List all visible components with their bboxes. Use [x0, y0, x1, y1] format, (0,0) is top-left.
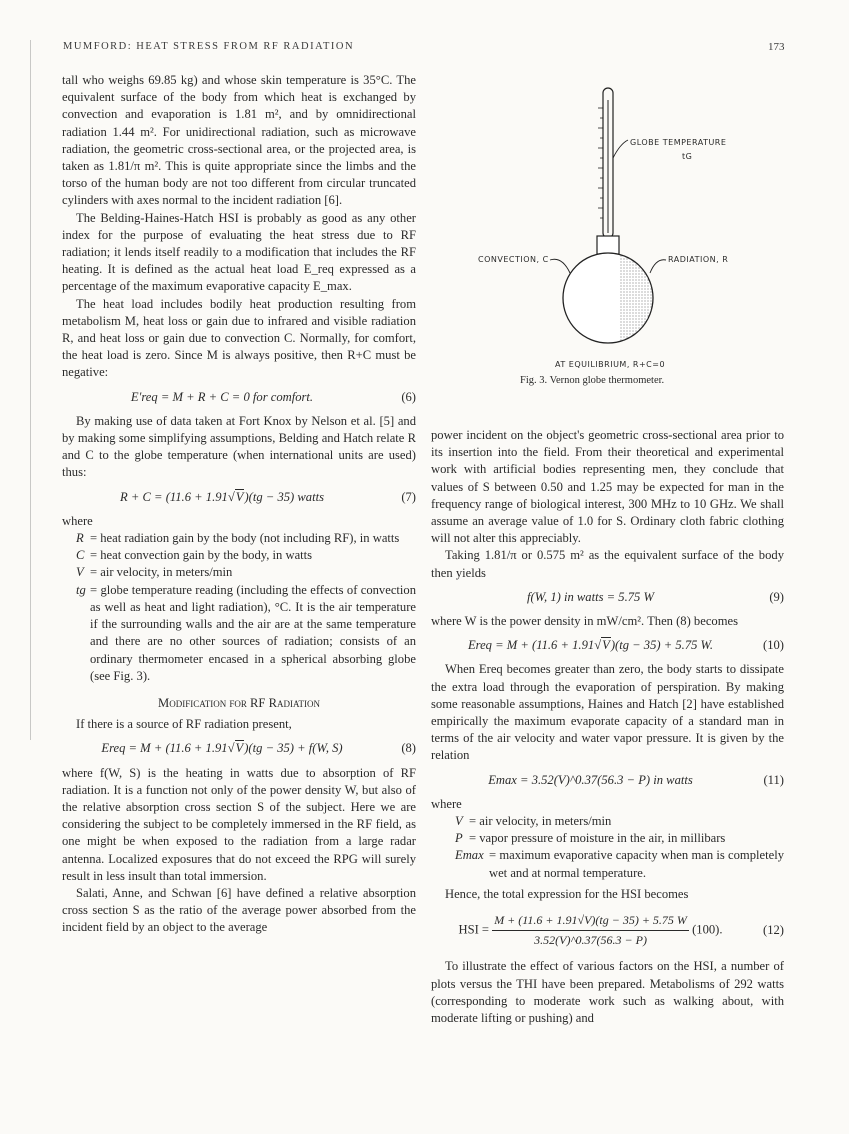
equation-6: E′req = M + R + C = 0 for comfort. (6) [130, 389, 416, 404]
label-globe-temperature: GLOBE TEMPERATURE [630, 138, 727, 147]
globe-shading [620, 253, 660, 343]
paragraph: where f(W, S) is the heating in watts due to absorption of RF radiation. It is a function not only of the power density W, but also of the relative absorption cross section S of the subject. Here we are considering the subject to be completely immersed in the RF field, as one might be when exposed to the radiation from a large radar antenna. Localized exposures that do not exceed the RPG will surely result in less insult than total immersion. [62, 765, 416, 883]
equation-12: HSI = $\frac{M + (11.6 + 1.91√V)(tg - 35) + 5.75 W}{3.52(V)\^{}0.37(56.3 - P)}$ (100). (12) [458, 913, 784, 948]
paragraph: where W is the power density in mW/cm². Then (8) becomes [431, 614, 738, 629]
left-column [62, 72, 416, 937]
label-tg: tG [682, 152, 693, 161]
page-number: 173 [768, 41, 785, 53]
definition-symbol: Emax [455, 848, 484, 863]
definition-item [455, 830, 784, 847]
paragraph: tall who weighs 69.85 kg) and whose skin temperature is 35°C. The equivalent surface of the body from which heat is exchanged by convection and evaporation is 1.81 m², and by omnidirectional radiation 1.44 m². For unidirectional radiation, such as microwave radiation, the geometric cross-sectional area, or the projected area, is taken as 1.81/π m². This is quite appropriate since the limbs and the torso of the human body are not too different from circular truncated cylinders with axes normal to the incident radiation [6]. [62, 73, 416, 208]
definition-item [76, 582, 416, 685]
paragraph: The heat load includes bodily heat production resulting from metabolism M, heat loss or gain due to infrared and visible radiation R, and heat loss or gain due to convection C. Normally, for comfort, the heat load is zero. Since M is always positive, then R+C must be negative: [62, 296, 416, 380]
globe-thermometer-diagram [470, 78, 770, 378]
thermometer-scale [598, 108, 603, 218]
definition-text: = heat convection gain by the body, in watts [90, 548, 313, 563]
equation-7: R + C = (11.6 + 1.91√V)(tg − 35) watts (7) [120, 489, 416, 504]
definition-text: = air velocity, in meters/min [469, 814, 612, 829]
paragraph: When Ereq becomes greater than zero, the body starts to dissipate the extra load through the evaporation of perspiration. By making some reasonable assumptions, Haines and Hatch [2] have established empirically the maximum evaporate capacity of a standard man in terms of the air velocity and water vapor pressure. It is given by the relation [431, 662, 784, 763]
definition-list [455, 813, 784, 882]
definition-symbol: C [76, 548, 85, 563]
definition-text: = vapor pressure of moisture in the air, in millibars [469, 831, 726, 846]
definition-item [76, 530, 416, 547]
definition-symbol: P [455, 831, 463, 846]
equation-10: Ereq = M + (11.6 + 1.91√V)(tg − 35) + 5.75 W. (10) [467, 638, 784, 653]
definition-item [455, 847, 784, 881]
paragraph: power incident on the object's geometric cross-sectional area prior to its insertion into the field. From their theoretical and experimental work with artificial bodies representing men, they conclude that values of S between 0.50 and 1.25 may be expected for man in the frequency range of biological interest, 300 MHz to 10 GHz. We shall assume an average value of 1.0 for S. Ordinary cloth fabric clothing will not alter this appreciably. [431, 428, 784, 546]
globe-stopper [597, 236, 619, 254]
paragraph: By making use of data taken at Fort Knox by Nelson et al. [5] and by making some simplifying assumptions, Belding and Hatch relate R and C to the globe temperature (when international units are used) thus: [62, 413, 416, 480]
section-heading: Modification for RF Radiation [158, 695, 320, 710]
paragraph: Salati, Anne, and Schwan [6] have defined a relative absorption cross section S as the ratio of the average power absorbed from the incident field by an object to the average [62, 885, 416, 935]
where-label: where [62, 513, 93, 528]
definition-symbol: V [455, 814, 463, 829]
definition-symbol: tg [76, 582, 86, 597]
paragraph: Taking 1.81/π or 0.575 m² as the equivalent surface of the body then yields [431, 548, 784, 580]
definition-item [76, 547, 416, 564]
equation-9: f(W, 1) in watts = 5.75 W (9) [527, 589, 784, 604]
definition-list [76, 530, 416, 685]
figure-globe-thermometer [470, 78, 770, 398]
definition-text: = maximum evaporative capacity when man is completely wet and at normal temperature. [489, 848, 784, 880]
scan-margin-mark [30, 40, 31, 740]
definition-symbol: V [76, 565, 84, 580]
paragraph: If there is a source of RF radiation present, [76, 717, 292, 732]
label-convection: CONVECTION, C [478, 255, 549, 264]
right-column [431, 427, 784, 1027]
paragraph: The Belding-Haines-Hatch HSI is probably as good as any other index for the purpose of evaluating the heat stress due to RF radiation; it lends itself readily to a modification that includes the RF heating. It is defined as the actual heat load E_req expressed as a percentage of the maximum evaporative capacity E_max. [62, 210, 416, 294]
definition-text: = heat radiation gain by the body (not including RF), in watts [90, 531, 400, 546]
definition-symbol: R [76, 531, 84, 546]
label-equilibrium: AT EQUILIBRIUM, R+C=0 [555, 360, 666, 369]
definition-item [76, 564, 416, 581]
paragraph: Hence, the total expression for the HSI becomes [445, 886, 689, 901]
equation-11: Emax = 3.52(V)^0.37(56.3 − P) in watts (11) [488, 772, 784, 787]
where-label: where [431, 796, 462, 811]
figure-caption: Fig. 3. Vernon globe thermometer. [520, 375, 665, 386]
paragraph: To illustrate the effect of various factors on the HSI, a number of plots versus the THI have been prepared. Metabolisms of 292 watts (corresponding to moderate work such as walking about, with moderate lifting or pushing) and [431, 959, 784, 1026]
running-title: MUMFORD: HEAT STRESS FROM RF RADIATION [63, 41, 355, 52]
definition-text: = air velocity, in meters/min [90, 565, 233, 580]
definition-text: = globe temperature reading (including the effects of convection as well as heat and light radiation), °C. It is the air temperature if the surrounding walls and the air are at the same temperature and there are no other sources of radiation; consists of an ordinary thermometer encased in a spherical absorbing globe (see Fig. 3). [90, 582, 416, 683]
definition-item [455, 813, 784, 830]
equation-8: Ereq = M + (11.6 + 1.91√V)(tg − 35) + f(W, S) (8) [101, 741, 416, 756]
label-radiation: RADIATION, R [668, 255, 729, 264]
